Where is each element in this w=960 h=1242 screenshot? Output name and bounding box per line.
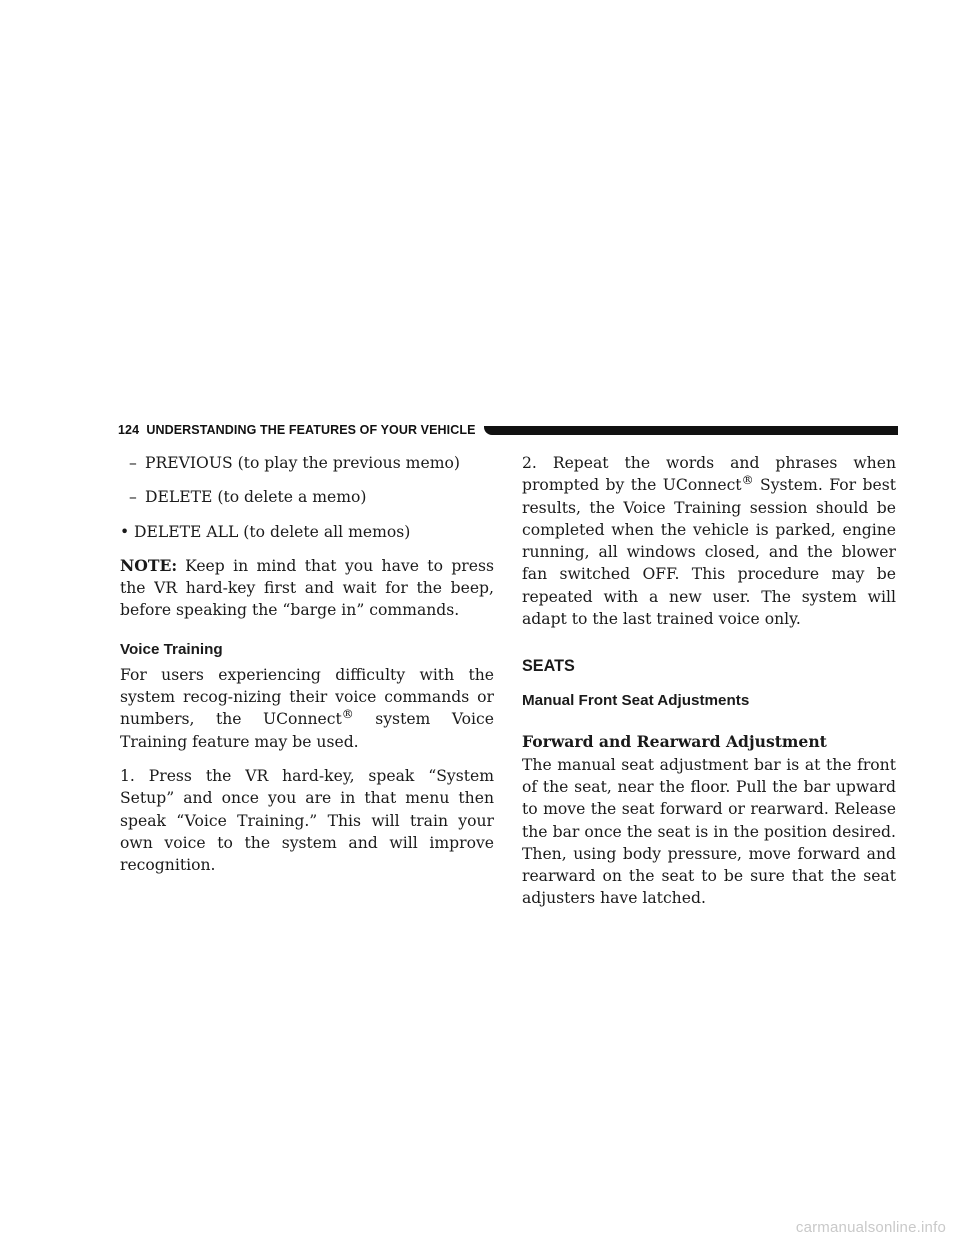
header-rule xyxy=(484,426,898,435)
step-1-paragraph: 1. Press the VR hard-key, speak “System Setup” and once you are in that menu then speak “Voice Training.” This will train your own voice to the system and will improve recognition. xyxy=(120,766,494,875)
left-column xyxy=(120,452,494,888)
dash-mark: – xyxy=(129,454,137,472)
bullet-mark: • xyxy=(120,522,130,541)
registered-mark: ® xyxy=(341,707,354,722)
list-item-delete-all xyxy=(120,521,494,543)
paragraph-text: system Voice Training feature may be used. xyxy=(120,710,494,751)
forward-rearward-heading: Forward and Rearward Adjustment xyxy=(522,732,827,752)
forward-rearward-paragraph xyxy=(522,731,896,909)
list-item-text: DELETE (to delete a memo) xyxy=(145,488,367,507)
list-item-text: DELETE ALL (to delete all memos) xyxy=(134,522,411,541)
seats-heading: SEATS xyxy=(522,657,575,676)
section-title: UNDERSTANDING THE FEATURES OF YOUR VEHICLE xyxy=(146,423,476,437)
voice-training-paragraph xyxy=(120,664,494,753)
paragraph-text: System. For best results, the Voice Training session should be completed when the vehicle is parked, engine running, all windows closed, and the blower fan switched OFF. This procedure may be repeated with a new user. The system will adapt to the last trained voice only. xyxy=(522,476,896,629)
paragraph-text: For users experiencing difficulty with the system recog-nizing their voice commands or numbers, the UConnect xyxy=(120,665,494,729)
note-text: Keep in mind that you have to press the VR hard-key first and wait for the beep, before speaking the “barge in” commands. xyxy=(120,556,494,620)
list-item-delete xyxy=(129,486,494,508)
step-2-paragraph xyxy=(522,452,896,630)
list-item-previous xyxy=(129,452,494,474)
paragraph-text: The manual seat adjustment bar is at the front of the seat, near the floor. Pull the bar upward to move the seat forward or rearward. Release the bar once the seat is in the position desired. Then, using body pressure, move forward and rearward on the seat to be sure that the seat adjusters have latched. xyxy=(522,755,896,908)
dash-mark: – xyxy=(129,488,137,507)
watermark: carmanualsonline.info xyxy=(795,1219,946,1236)
voice-training-heading: Voice Training xyxy=(120,640,223,658)
list-item-text: PREVIOUS (to play the previous memo) xyxy=(145,454,460,472)
note-label: NOTE: xyxy=(120,555,178,575)
manual-seat-heading: Manual Front Seat Adjustments xyxy=(522,692,750,710)
page-number: 124 xyxy=(118,423,140,437)
right-column xyxy=(522,452,896,922)
note-paragraph xyxy=(120,555,494,622)
page-header xyxy=(118,419,898,441)
registered-mark: ® xyxy=(741,473,754,488)
paragraph-text: 2. Repeat the words and phrases when prompted by the UConnect xyxy=(522,454,896,495)
header-text xyxy=(118,423,476,437)
